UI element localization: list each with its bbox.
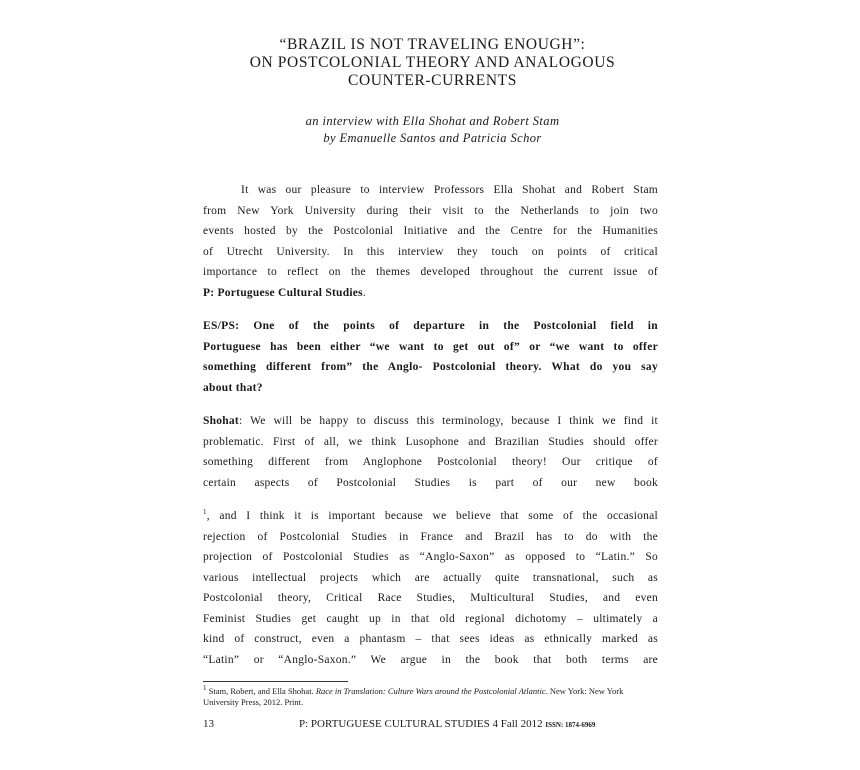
footnote xyxy=(203,686,658,708)
answer-line: various intellectual projects which are actually quite transnational, such as xyxy=(203,571,658,584)
question-line: something different from” the Anglo- Postcolonial theory. What do you say xyxy=(203,361,658,373)
article-title xyxy=(200,36,665,90)
paragraph-line: importance to reflect on the themes developed throughout the current issue of xyxy=(203,266,658,278)
paragraph-line xyxy=(203,283,658,304)
title-line: “BRAZIL IS NOT TRAVELING ENOUGH”: xyxy=(279,36,586,53)
journal-issue: P: PORTUGUESE CULTURAL STUDIES 4 Fall 2012 xyxy=(299,718,543,730)
title-line: COUNTER-CURRENTS xyxy=(348,72,517,89)
footnote-book-title: Race in Translation: Culture Wars around the Postcolonial Atlantic xyxy=(315,686,546,696)
footnote-publisher: . New York: New York University Press, 2012. Print. xyxy=(203,686,624,707)
answer-text: , and I think it is important because we believe that some of the occasional xyxy=(206,510,658,522)
journal-name: P: Portuguese Cultural Studies xyxy=(203,286,363,299)
answer-line: kind of construct, even a phantasm – that sees ideas as ethnically marked as xyxy=(203,633,658,645)
footnote-divider xyxy=(203,681,348,682)
issn: ISSN: 1874-6969 xyxy=(545,721,596,729)
answer-continued xyxy=(203,506,658,670)
answer-line: “Latin” or “Anglo-Saxon.” We argue in the book that both terms are xyxy=(203,653,658,666)
answer-text: : We will be happy to discuss this terminology, because I think we find it xyxy=(239,415,658,427)
paragraph-line: of Utrecht University. In this interview they touch on points of critical xyxy=(203,245,658,258)
page-number: 13 xyxy=(203,718,214,730)
answer-line: Feminist Studies get caught up in that old regional dichotomy – ultimately a xyxy=(203,612,658,625)
paragraph-line: It was our pleasure to interview Professors Ella Shohat and Robert Stam xyxy=(241,184,658,196)
journal-end: . xyxy=(362,286,366,299)
byline-interviewees: an interview with Ella Shohat and Robert Stam xyxy=(305,114,560,128)
question-line: ES/PS: One of the points of departure in the Postcolonial field in xyxy=(203,320,658,332)
question-line: Portuguese has been either “we want to get out of” or “we want to offer xyxy=(203,340,658,353)
question-paragraph xyxy=(203,316,658,398)
intro-paragraph xyxy=(203,180,658,303)
answer-line xyxy=(203,411,658,432)
answer-line: Postcolonial theory, Critical Race Studies, Multicultural Studies, and even xyxy=(203,592,658,604)
footnote-reference[interactable]: 1 xyxy=(203,508,207,517)
footnote-mark: 1 xyxy=(203,684,207,693)
question-line: about that? xyxy=(203,381,263,394)
footer-journal xyxy=(299,718,595,730)
answer-line: something different from Anglophone Postcolonial theory! Our critique of xyxy=(203,456,658,468)
answer-paragraph xyxy=(203,411,658,493)
answer-line: projection of Postcolonial Studies as “Anglo-Saxon” as opposed to “Latin.” So xyxy=(203,551,658,563)
byline-interviewers: by Emanuelle Santos and Patricia Schor xyxy=(323,131,542,145)
answer-line: certain aspects of Postcolonial Studies is part of our new book xyxy=(203,476,658,489)
answer-line: rejection of Postcolonial Studies in France and Brazil has to do with the xyxy=(203,530,658,543)
paragraph-line: from New York University during their visit to the Netherlands to join two xyxy=(203,204,658,217)
paragraph-line: events hosted by the Postcolonial Initiative and the Centre for the Humanities xyxy=(203,225,658,237)
answer-line: problematic. First of all, we think Lusophone and Brazilian Studies should offer xyxy=(203,435,658,448)
answer-line xyxy=(203,506,658,527)
speaker-name: Shohat xyxy=(203,415,240,427)
footnote-authors: Stam, Robert, and Ella Shohat. xyxy=(206,686,316,696)
byline xyxy=(200,113,665,147)
title-line: ON POSTCOLONIAL THEORY AND ANALOGOUS xyxy=(249,54,616,71)
